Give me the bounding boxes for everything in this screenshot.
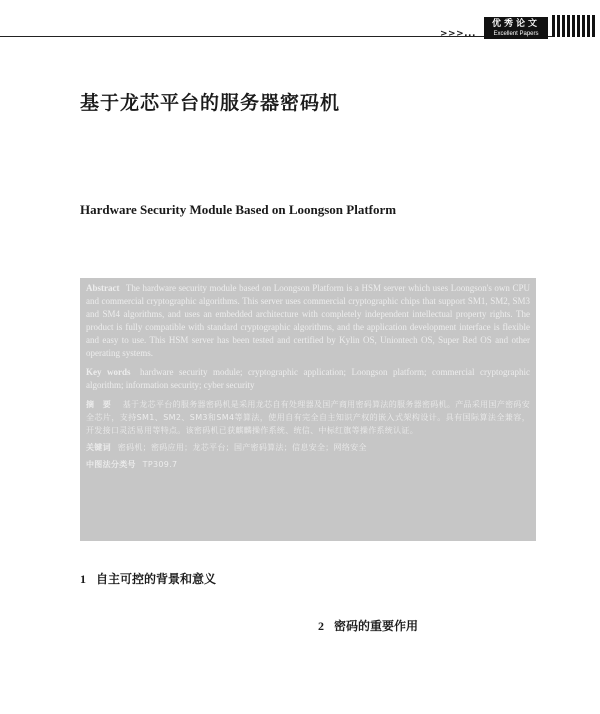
column-title-en: Excellent Papers — [493, 31, 539, 37]
column-tab — [484, 17, 548, 39]
keywords-en — [86, 366, 530, 392]
clc-line — [86, 458, 530, 471]
keywords-cn-text: 密码机；密码应用；龙芯平台；国产密码算法；信息安全；网络安全 — [117, 443, 367, 452]
keywords-label: Key words — [86, 367, 131, 377]
header-arrows: >>>... — [440, 29, 476, 39]
abstract-text: The hardware security module based on Loongson Platform is a HSM server which uses Loongson's own CPU and commercial cryptographic algorithms. This server uses commercial cryptographic chips that support SM1, SM2, SM3 and SM4 algorithms, and uses an embedded architecture with completely independent intellectual property rights. The product is fully compatible with standard cryptographic algorithms, and the application development interface is flexible and easy to use. This HSM server has been tested and certified by Kylin OS, Uniontech OS, Super Red OS and other operating systems. — [86, 283, 530, 358]
section-heading-1 — [80, 570, 216, 587]
paper-title-en: Hardware Security Module Based on Loongson Platform — [80, 202, 397, 217]
clc-code: TP309.7 — [142, 460, 178, 469]
section-title: 密码的重要作用 — [334, 619, 419, 633]
column-title-cn: 优秀论文 — [491, 19, 540, 29]
section-number: 2 — [318, 619, 324, 633]
abstract-label: Abstract — [86, 283, 120, 293]
abstract-cn-text: 基于龙芯平台的服务器密码机是采用龙芯自有处理器及国产商用密码算法的服务器密码机。产品采用国产密码安全芯片，支持SM1、SM2、SM3和SM4等算法，使用自有完全自主知识产权的嵌入式架构设计。具有国际算法全兼容，开发接口灵活易用等特点。该密码机已获麒麟操作系统、统信、中标红旗等操作系统认证。 — [86, 400, 530, 435]
keywords-cn-label: 关键词 — [86, 443, 111, 452]
abstract-cn — [86, 398, 530, 437]
section-number: 1 — [80, 572, 86, 586]
clc-label: 中图法分类号 — [86, 460, 136, 469]
header-stripes — [552, 15, 596, 37]
keywords-text: hardware security module; cryptographic application; Loongson platform; commercial cryptographic algorithm; information security; cyber security — [86, 367, 530, 390]
paper-title-cn: 基于龙芯平台的服务器密码机 — [80, 92, 341, 114]
abstract-box — [80, 278, 536, 541]
keywords-cn — [86, 441, 530, 454]
abstract-cn-label: 摘 要 — [86, 400, 114, 409]
abstract-en — [86, 282, 530, 360]
section-heading-2 — [318, 617, 418, 634]
section-title: 自主可控的背景和意义 — [96, 572, 217, 586]
